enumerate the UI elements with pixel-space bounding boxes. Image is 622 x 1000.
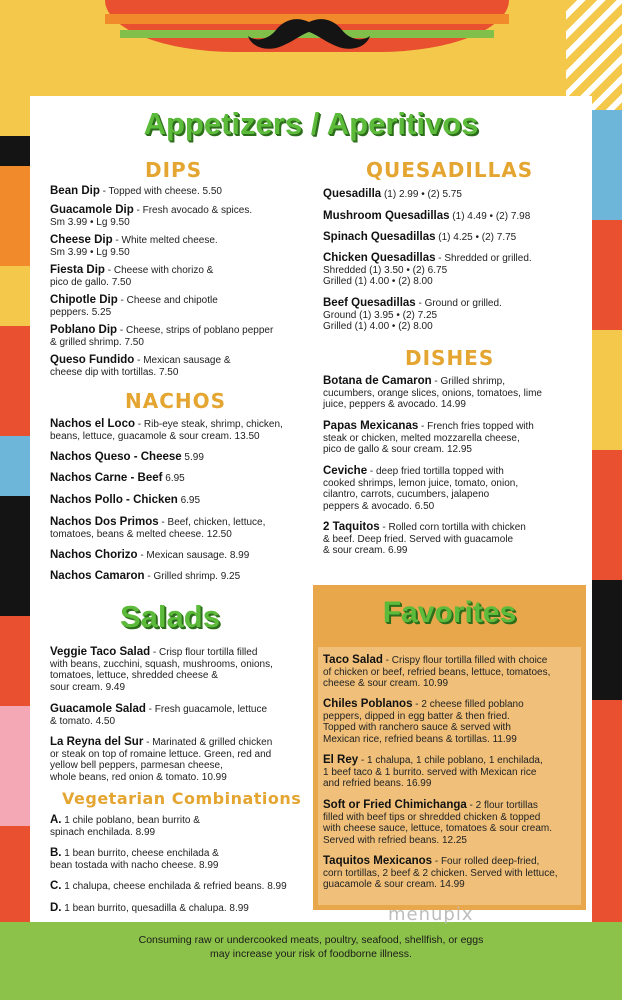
- favorites-title: Favorites: [382, 596, 517, 629]
- footer-warning-line-2: may increase your risk of foodborne illness.: [210, 948, 412, 960]
- menu-item: Nachos Pollo - Chicken 6.95: [50, 494, 201, 506]
- menu-item: 2 Taquitos - Rolled corn tortilla with chicken & beef. Deep fried. Served with guacamole & sour cream. 6.99: [323, 521, 526, 556]
- menu-item: Beef Quesadillas - Ground or grilled. Ground (1) 3.95 • (2) 7.25 Grilled (1) 4.00 • (2) 8.00: [323, 297, 502, 332]
- menu-item: A. 1 chile poblano, bean burrito & spinach enchilada. 8.99: [50, 814, 200, 838]
- menu-item: Guacamole Dip - Fresh avocado & spices. Sm 3.99 • Lg 9.50: [50, 204, 253, 228]
- mustache-icon: [246, 16, 372, 52]
- menu-item: D. 1 bean burrito, quesadilla & chalupa. 8.99: [50, 902, 249, 914]
- dishes-title: DISHES: [405, 346, 495, 370]
- menu-item: El Rey - 1 chalupa, 1 chile poblano, 1 enchilada, 1 beef taco & 1 burrito. served with Mexican rice and refried beans. 16.99: [323, 754, 543, 789]
- menu-item: Bean Dip - Topped with cheese. 5.50: [50, 185, 222, 197]
- appetizers-title: Appetizers / Aperitivos: [143, 106, 479, 141]
- menu-item: Nachos Carne - Beef 6.95: [50, 472, 185, 484]
- menu-item: Nachos Queso - Cheese 5.99: [50, 451, 204, 463]
- menu-item: C. 1 chalupa, cheese enchilada & refried beans. 8.99: [50, 880, 287, 892]
- menu-item: Botana de Camaron - Grilled shrimp, cucumbers, orange slices, onions, tomatoes, lime juice, peppers & avocado. 14.99: [323, 375, 542, 410]
- salads-title: Salads: [120, 599, 220, 634]
- footer: [0, 922, 622, 1000]
- menu-item: La Reyna del Sur - Marinated & grilled chicken or steak on top of romaine lettuce. Green, red and yellow bell peppers, parmesan cheese, whole beans, red onion & tomato. 10.99: [50, 736, 273, 783]
- menu-item: Chipotle Dip - Cheese and chipotle peppers. 5.25: [50, 294, 218, 318]
- menu-item: Nachos Camaron - Grilled shrimp. 9.25: [50, 570, 241, 582]
- menu-item: Mushroom Quesadillas (1) 4.49 • (2) 7.98: [323, 210, 531, 222]
- left-decor-border: [0, 96, 30, 922]
- menu-item: Nachos el Loco - Rib-eye steak, shrimp, chicken, beans, lettuce, guacamole & sour cream. 13.50: [50, 418, 283, 442]
- menu-item: Soft or Fried Chimichanga - 2 flour tortillas filled with beef tips or shredded chicken & topped with cheese sauce, lettuce, tomatoes & sour cream. Served with refried beans. 12.25: [323, 799, 552, 846]
- nachos-title: NACHOS: [125, 389, 227, 413]
- menu-item: Chicken Quesadillas - Shredded or grilled. Shredded (1) 3.50 • (2) 6.75 Grilled (1) 4.00 • (2) 8.00: [323, 252, 532, 287]
- vegetarian-title: Vegetarian Combinations: [62, 789, 302, 808]
- watermark-logo: menupix: [388, 904, 474, 925]
- menu-item: Chiles Poblanos - 2 cheese filled poblano peppers, dipped in egg batter & then fried. Topped with ranchero sauce & served with Mexican rice, refried beans & tortillas. 11.99: [323, 698, 524, 745]
- menu-item: Poblano Dip - Cheese, strips of poblano pepper & grilled shrimp. 7.50: [50, 324, 274, 348]
- menu-item: Cheese Dip - White melted cheese. Sm 3.99 • Lg 9.50: [50, 234, 218, 258]
- quesadillas-title: QUESADILLAS: [366, 158, 534, 182]
- stripes-decor: [566, 0, 622, 110]
- right-decor-border: [592, 96, 622, 922]
- menu-item: B. 1 bean burrito, cheese enchilada & bean tostada with nacho cheese. 8.99: [50, 847, 219, 871]
- menu-item: Queso Fundido - Mexican sausage & cheese dip with tortillas. 7.50: [50, 354, 231, 378]
- footer-warning-line-1: Consuming raw or undercooked meats, poultry, seafood, shellfish, or eggs: [138, 934, 484, 946]
- menu-item: Taco Salad - Crispy flour tortilla filled with choice of chicken or beef, refried beans, lettuce, tomatoes, cheese & sour cream. 10.99: [323, 654, 551, 689]
- menu-item: Taquitos Mexicanos - Four rolled deep-fried, corn tortillas, 2 beef & 2 chicken. Served with lettuce, guacamole & sour cream. 14.99: [323, 855, 558, 890]
- menu-item: Guacamole Salad - Fresh guacamole, lettuce & tomato. 4.50: [50, 703, 268, 727]
- menu-item: Ceviche - deep fried tortilla topped with cooked shrimps, lemon juice, tomato, onion, cilantro, carrots, cucumbers, jalapeno peppers & avocado. 6.50: [323, 465, 519, 512]
- menu-item: Papas Mexicanas - French fries topped with steak or chicken, melted mozzarella cheese, pico de gallo & sour cream. 12.95: [323, 420, 534, 455]
- menu-item: Fiesta Dip - Cheese with chorizo & pico de gallo. 7.50: [50, 264, 214, 288]
- menu-item: Nachos Dos Primos - Beef, chicken, lettuce, tomatoes, beans & melted cheese. 12.50: [50, 516, 266, 540]
- menu-item: Quesadilla (1) 2.99 • (2) 5.75: [323, 188, 462, 200]
- menu-item: Veggie Taco Salad - Crisp flour tortilla filled with beans, zucchini, squash, mushrooms, onions, tomatoes, lettuce, shredded cheese & sour cream. 9.49: [50, 646, 273, 693]
- menu-item: Spinach Quesadillas (1) 4.25 • (2) 7.75: [323, 231, 517, 243]
- dips-title: DIPS: [145, 158, 203, 182]
- menu-item: Nachos Chorizo - Mexican sausage. 8.99: [50, 549, 250, 561]
